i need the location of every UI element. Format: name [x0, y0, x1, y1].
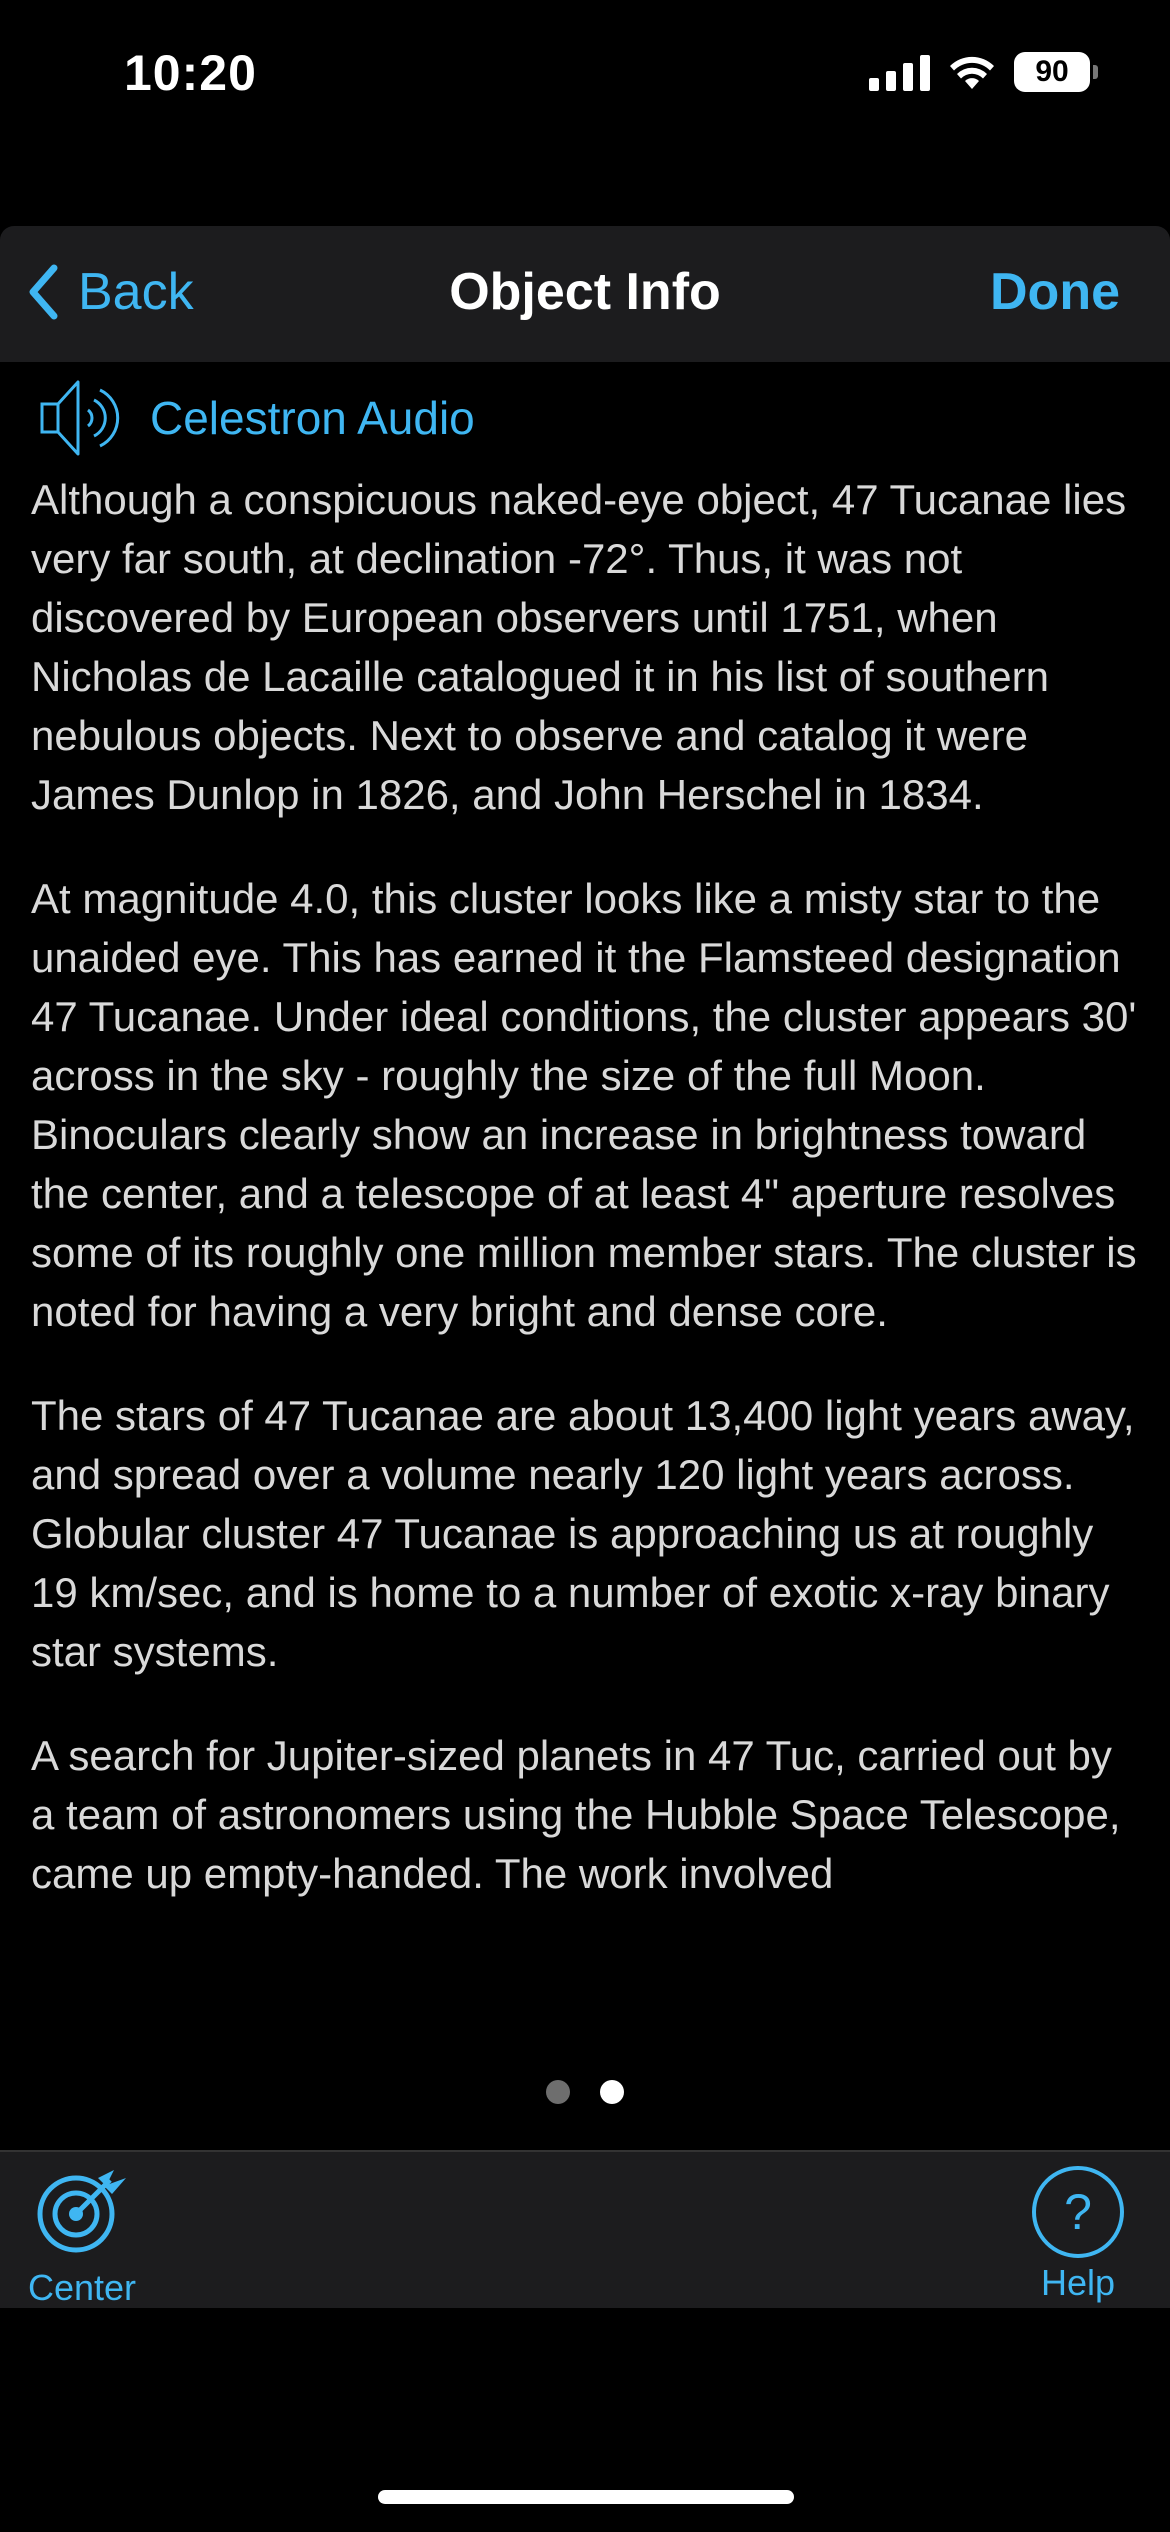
description-paragraph: A search for Jupiter-sized planets in 47 Tuc, carried out by a team of astronomers using the Hubble Space Telescope, came up empty-handed. The work involved	[31, 1732, 1121, 1897]
center-button[interactable]	[20, 2166, 144, 2309]
back-label: Back	[78, 263, 194, 321]
description-paragraph: The stars of 47 Tucanae are about 13,400 light years away, and spread over a volume nearly 120 light years across. Globular cluster 47 Tucanae is approaching us at roughly 19 km/sec, and is home to a number of exotic x-ray binary star systems.	[31, 1392, 1135, 1675]
status-time: 10:20	[124, 45, 257, 101]
cellular-signal-icon	[869, 53, 930, 91]
done-button[interactable]: Done	[990, 263, 1120, 321]
audio-label: Celestron Audio	[150, 392, 475, 444]
navigation-bar	[0, 226, 1170, 362]
description-paragraph: At magnitude 4.0, this cluster looks like a misty star to the unaided eye. This has earned it the Flamsteed designation 47 Tucanae. Under ideal conditions, the cluster appears 30' across in the sky - roughly the size of the full Moon. Binoculars clearly show an increase in brightness toward the center, and a telescope of at least 4" aperture resolves some of its roughly one million member stars. The cluster is noted for having a very bright and dense core.	[31, 875, 1137, 1335]
page-indicator[interactable]	[0, 2080, 1170, 2104]
speaker-icon	[36, 372, 128, 464]
celestron-audio-button[interactable]	[36, 372, 475, 464]
help-button[interactable]	[1016, 2166, 1140, 2304]
description-paragraph: Although a conspicuous naked-eye object, 47 Tucanae lies very far south, at declination -72°. Thus, it was not discovered by European observers until 1751, when Nicholas de Lacaille catalogued it in his list of southern nebulous objects. Next to observe and catalog it were James Dunlop in 1826, and John Herschel in 1834.	[31, 476, 1127, 818]
object-description	[31, 470, 1141, 2030]
center-label: Center	[27, 2267, 137, 2308]
target-icon	[34, 2166, 130, 2258]
help-icon: ?	[1032, 2166, 1124, 2258]
bottom-toolbar	[0, 2150, 1170, 2308]
help-label: Help	[1040, 2262, 1116, 2303]
page-dot-2[interactable]	[600, 2080, 624, 2104]
home-indicator[interactable]	[378, 2490, 794, 2504]
status-icons	[869, 52, 1090, 92]
battery-indicator: 90	[1014, 52, 1090, 92]
wifi-icon	[948, 53, 996, 91]
page-title: Object Info	[449, 263, 721, 321]
page-dot-1[interactable]	[546, 2080, 570, 2104]
